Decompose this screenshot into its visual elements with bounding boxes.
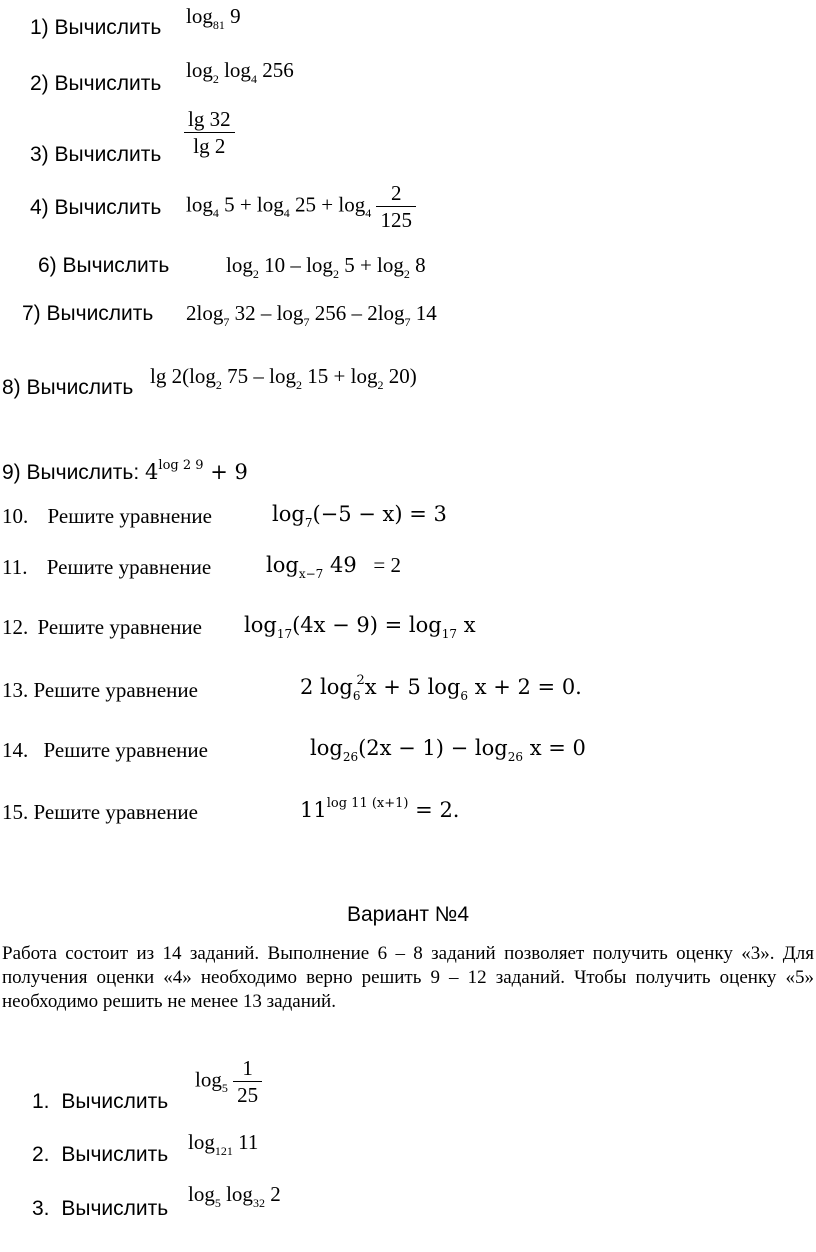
task-number: 13. [2, 678, 29, 702]
task-2-expression: $\log_2 \log_4 256$ [186, 58, 294, 86]
task-number: 7) [22, 302, 41, 325]
task-label: Вычислить [54, 196, 162, 219]
task-label: Решите уравнение [47, 504, 212, 528]
task-number: 8) [2, 376, 21, 399]
task-label: Вычислить [54, 16, 162, 39]
task-label: Вычислить [54, 143, 162, 166]
variant-task-2 [32, 1143, 168, 1167]
task-label: Вычислить [46, 302, 154, 325]
task-9-expression: $4^{log 2 9} + 9$ [145, 458, 248, 484]
task-14 [2, 738, 208, 763]
task-label: Вычислить [61, 1143, 169, 1166]
task-number: 2) [30, 72, 49, 95]
task-8-expression: $\lg 2(\log_2$ $75 - \log_2 15 + \log_2 20$) [150, 364, 417, 392]
task-label: Решите уравнение [46, 555, 212, 579]
task-2 [30, 72, 161, 96]
task-4-expression: $\log_4 5 + \log_4 25 + \log_4$ $\frac{2}{125}$ [186, 180, 416, 233]
variant-task-2-expression: $\log_{121} 11$ [188, 1130, 259, 1158]
task-label: Решите уравнение [37, 615, 202, 639]
task-7-expression: $2\log_7$ $32 - \log_7 256 - 2\log_7$ 14 [186, 301, 437, 329]
task-number: 15. [2, 800, 29, 824]
task-label: Вычислить [62, 254, 170, 277]
task-label: Решите уравнение [43, 738, 208, 762]
task-label: Решите уравнение [33, 678, 198, 702]
task-3 [30, 143, 161, 167]
task-label: Вычислить [26, 376, 134, 399]
task-14-expression: $\log_{26}(2x - 1) - \log_{26} x = 0$ [310, 736, 586, 764]
task-1 [30, 16, 161, 40]
variant-task-3-expression: $\log_5 \log_{32} 2$ [188, 1182, 281, 1210]
task-4 [30, 196, 161, 220]
task-15-expression: $11^{log 11 (x+1)} = 2$. [300, 796, 460, 822]
task-10-expression: $\log_7(-5 - x) = 3$ [272, 502, 447, 530]
task-number: 11. [2, 555, 28, 579]
task-number: 4) [30, 196, 49, 219]
variant-intro: Работа состоит из 14 заданий. Выполнение 6 – 8 заданий позволяет получить оценку «3». Для получения оценки «4» необходимо верно решить 9 – 12 заданий. Чтобы получить оценку «5» необходимо решить не менее 13 заданий. [2, 943, 814, 1012]
task-10 [2, 504, 212, 529]
task-13 [2, 678, 198, 703]
task-3-expression: $\frac{\lg 32}{\lg 2}$ [184, 106, 235, 159]
task-number: 1. [32, 1090, 50, 1113]
variant-task-1-expression: $\log_5$ $\frac{1}{25}$ [195, 1055, 262, 1108]
task-label: Вычислить [61, 1197, 169, 1220]
task-label: Вычислить [54, 72, 162, 95]
task-9 [2, 460, 248, 485]
task-number: 3. [32, 1197, 50, 1220]
task-12 [2, 615, 202, 640]
task-label: Решите уравнение [33, 800, 198, 824]
task-1-expression: $\log_{81} 9$ [186, 4, 241, 32]
task-6 [38, 254, 169, 278]
task-label: Вычислить: [26, 461, 140, 484]
variant-task-3 [32, 1197, 168, 1221]
task-7 [22, 302, 153, 326]
task-number: 6) [38, 254, 57, 277]
task-number: 3) [30, 143, 49, 166]
task-13-expression: 2 $\log_6^2x + 5$ $\log_6 x + 2 = 0$. [300, 673, 582, 703]
task-number: 10. [2, 504, 29, 528]
variant-task-1 [32, 1090, 168, 1114]
task-number: 9) [2, 461, 21, 484]
task-number: 14. [2, 738, 29, 762]
task-11 [2, 555, 211, 580]
variant-title: Вариант №4 [346, 903, 470, 926]
task-11-expression: $\log_{x-7} 49 = 2$ [266, 553, 401, 581]
task-number: 2. [32, 1143, 50, 1166]
task-8 [2, 376, 133, 400]
task-label: Вычислить [61, 1090, 169, 1113]
task-6-expression: $\log_2 10 - \log_2 5 + \log_2 8$ [226, 253, 426, 281]
task-12-expression: $\log_{17}(4x - 9) = \log_{17} x$ [244, 613, 476, 641]
task-number: 1) [30, 16, 49, 39]
task-15 [2, 800, 198, 825]
task-number: 12. [2, 615, 29, 639]
